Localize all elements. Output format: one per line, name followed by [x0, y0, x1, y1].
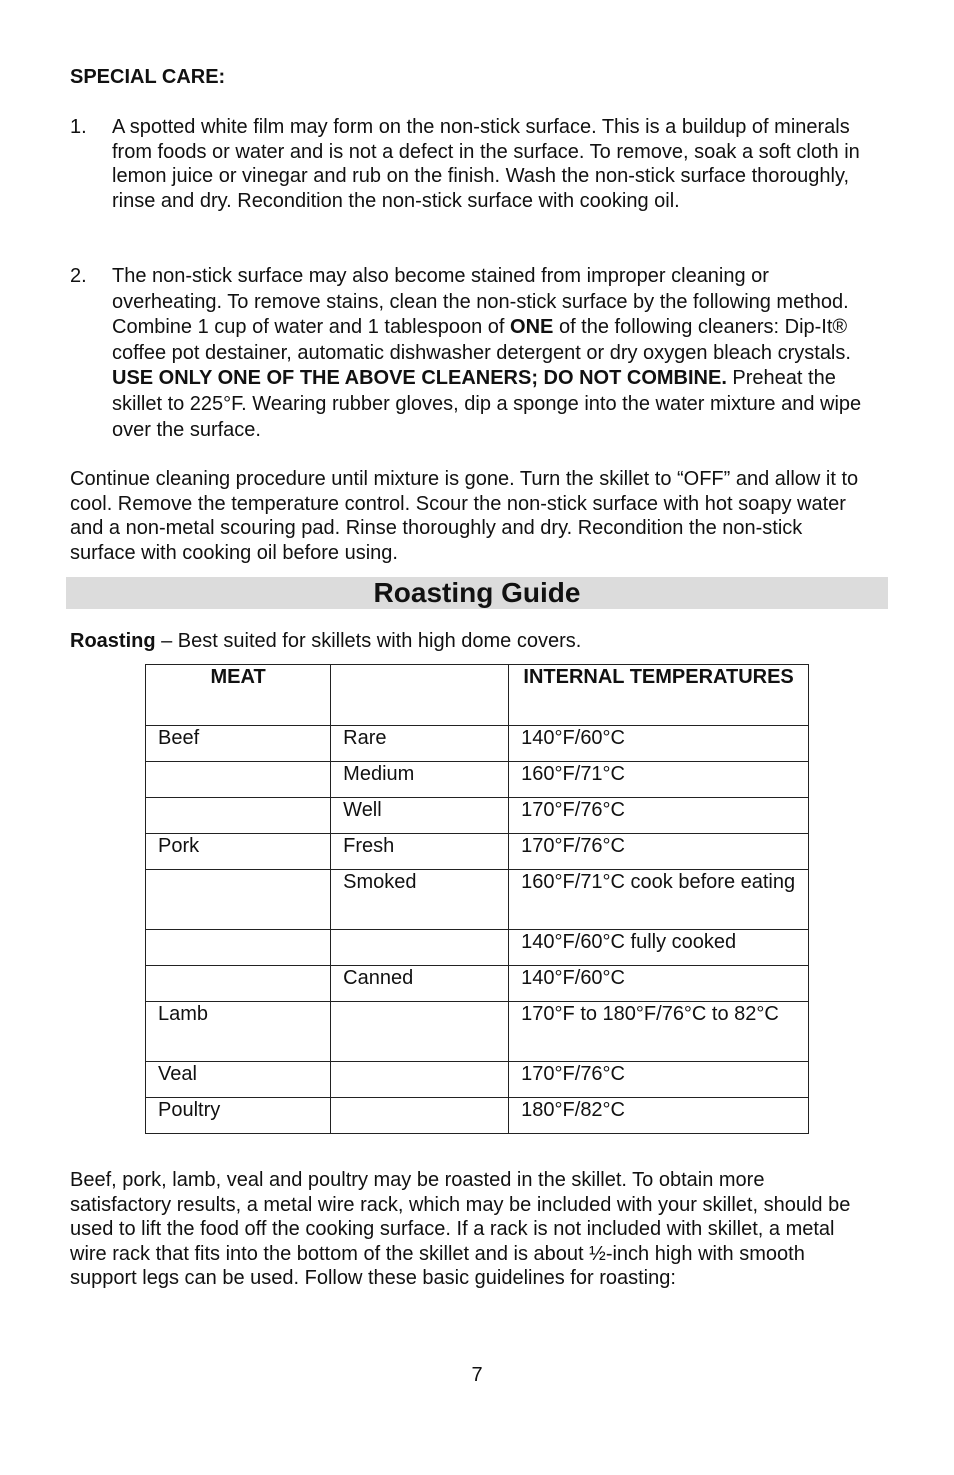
- cell-meat: [146, 930, 331, 966]
- cell-temperature: 160°F/71°C cook before eating: [509, 870, 809, 930]
- roasting-intro-label: Roasting: [70, 630, 156, 652]
- cell-doneness: Medium: [331, 762, 509, 798]
- table-row: [146, 762, 809, 798]
- cell-temperature: 170°F/76°C: [509, 798, 809, 834]
- continue-paragraph: Continue cleaning procedure until mixture is gone. Turn the skillet to “OFF” and allow it to cool. Remove the temperature control. Scour the non-stick surface with hot soapy water and a non-metal scouring pad. Rinse thoroughly and dry. Recondition the non-stick surface with cooking oil before using.: [70, 468, 859, 564]
- care-bold-one: ONE: [510, 316, 554, 339]
- table-row: [146, 870, 809, 930]
- roasting-guide-title: Roasting Guide: [66, 577, 888, 609]
- cell-meat: Lamb: [146, 1002, 331, 1062]
- care-item-1: [70, 115, 880, 213]
- header-doneness: [331, 665, 509, 726]
- cell-doneness: [331, 1002, 509, 1062]
- cell-temperature: 140°F/60°C fully cooked: [509, 930, 809, 966]
- roasting-closing-paragraph: Beef, pork, lamb, veal and poultry may be roasted in the skillet. To obtain more satisfactory results, a metal wire rack, which may be included with your skillet, should be used to lift the food off the cooking surface. If a rack is not included with skillet, a metal wire rack that fits into the bottom of the skillet and is about ½-inch high with smooth support legs can be used. Follow these basic guidelines for roasting:: [70, 1169, 851, 1290]
- cell-doneness: Well: [331, 798, 509, 834]
- cell-doneness: [331, 930, 509, 966]
- header-meat: MEAT: [146, 665, 331, 726]
- cell-temperature: 140°F/60°C: [509, 966, 809, 1002]
- roasting-intro-text: – Best suited for skillets with high dome covers.: [155, 630, 582, 652]
- table-row: [146, 726, 809, 762]
- cell-doneness: Smoked: [331, 870, 509, 930]
- cell-temperature: 180°F/82°C: [509, 1098, 809, 1134]
- care-bold-warning: USE ONLY ONE OF THE ABOVE CLEANERS; DO NOT COMBINE.: [112, 367, 727, 390]
- roasting-table: [145, 664, 809, 1134]
- cell-doneness: Canned: [331, 966, 509, 1002]
- care-text-b: of the following cleaners: Dip-It® coffee pot destainer, automatic dishwasher detergent or dry oxygen bleach crystals.: [112, 316, 851, 364]
- care-text-a: The non-stick surface may also become stained from improper cleaning or overheating. To remove stains, clean the non-stick surface by the following method. Combine 1 cup of water and 1 tablespoon of: [112, 265, 849, 339]
- cell-doneness: [331, 1098, 509, 1134]
- cell-meat: [146, 762, 331, 798]
- table-row: [146, 798, 809, 834]
- cell-temperature: 170°F to 180°F/76°C to 82°C: [509, 1002, 809, 1062]
- cell-temperature: 170°F/76°C: [509, 1062, 809, 1098]
- table-row: [146, 1002, 809, 1062]
- cell-meat: Poultry: [146, 1098, 331, 1134]
- cell-temperature: 170°F/76°C: [509, 834, 809, 870]
- cell-temperature: 160°F/71°C: [509, 762, 809, 798]
- care-text-c: Preheat the skillet to 225°F. Wearing rubber gloves, dip a sponge into the water mixture and wipe over the surface.: [112, 367, 862, 441]
- special-care-heading: SPECIAL CARE:: [70, 66, 226, 88]
- cell-doneness: [331, 1062, 509, 1098]
- care-item-text: [112, 264, 880, 443]
- table-row: [146, 1062, 809, 1098]
- care-item-text: A spotted white film may form on the non-stick surface. This is a buildup of minerals from foods or water and is not a defect in the surface. To remove, soak a soft cloth in lemon juice or vinegar and rub on the finish. Wash the non-stick surface thoroughly, rinse and dry. Recondition the non-stick surface with cooking oil.: [112, 116, 860, 212]
- cell-doneness: Rare: [331, 726, 509, 762]
- cell-meat: Pork: [146, 834, 331, 870]
- cell-meat: [146, 966, 331, 1002]
- cell-meat: Beef: [146, 726, 331, 762]
- cell-meat: [146, 798, 331, 834]
- care-item-2: [70, 264, 880, 443]
- cell-meat: Veal: [146, 1062, 331, 1098]
- cell-meat: [146, 870, 331, 930]
- header-internal-temperatures: INTERNAL TEMPERATURES: [509, 665, 809, 726]
- care-item-number: 1.: [70, 116, 87, 138]
- table-row: [146, 834, 809, 870]
- table-row: [146, 966, 809, 1002]
- cell-doneness: Fresh: [331, 834, 509, 870]
- page-number: 7: [471, 1364, 483, 1386]
- table-row: [146, 930, 809, 966]
- cell-temperature: 140°F/60°C: [509, 726, 809, 762]
- roasting-intro: [70, 629, 581, 654]
- table-header-row: [146, 665, 809, 726]
- care-item-number: 2.: [70, 265, 87, 287]
- table-row: [146, 1098, 809, 1134]
